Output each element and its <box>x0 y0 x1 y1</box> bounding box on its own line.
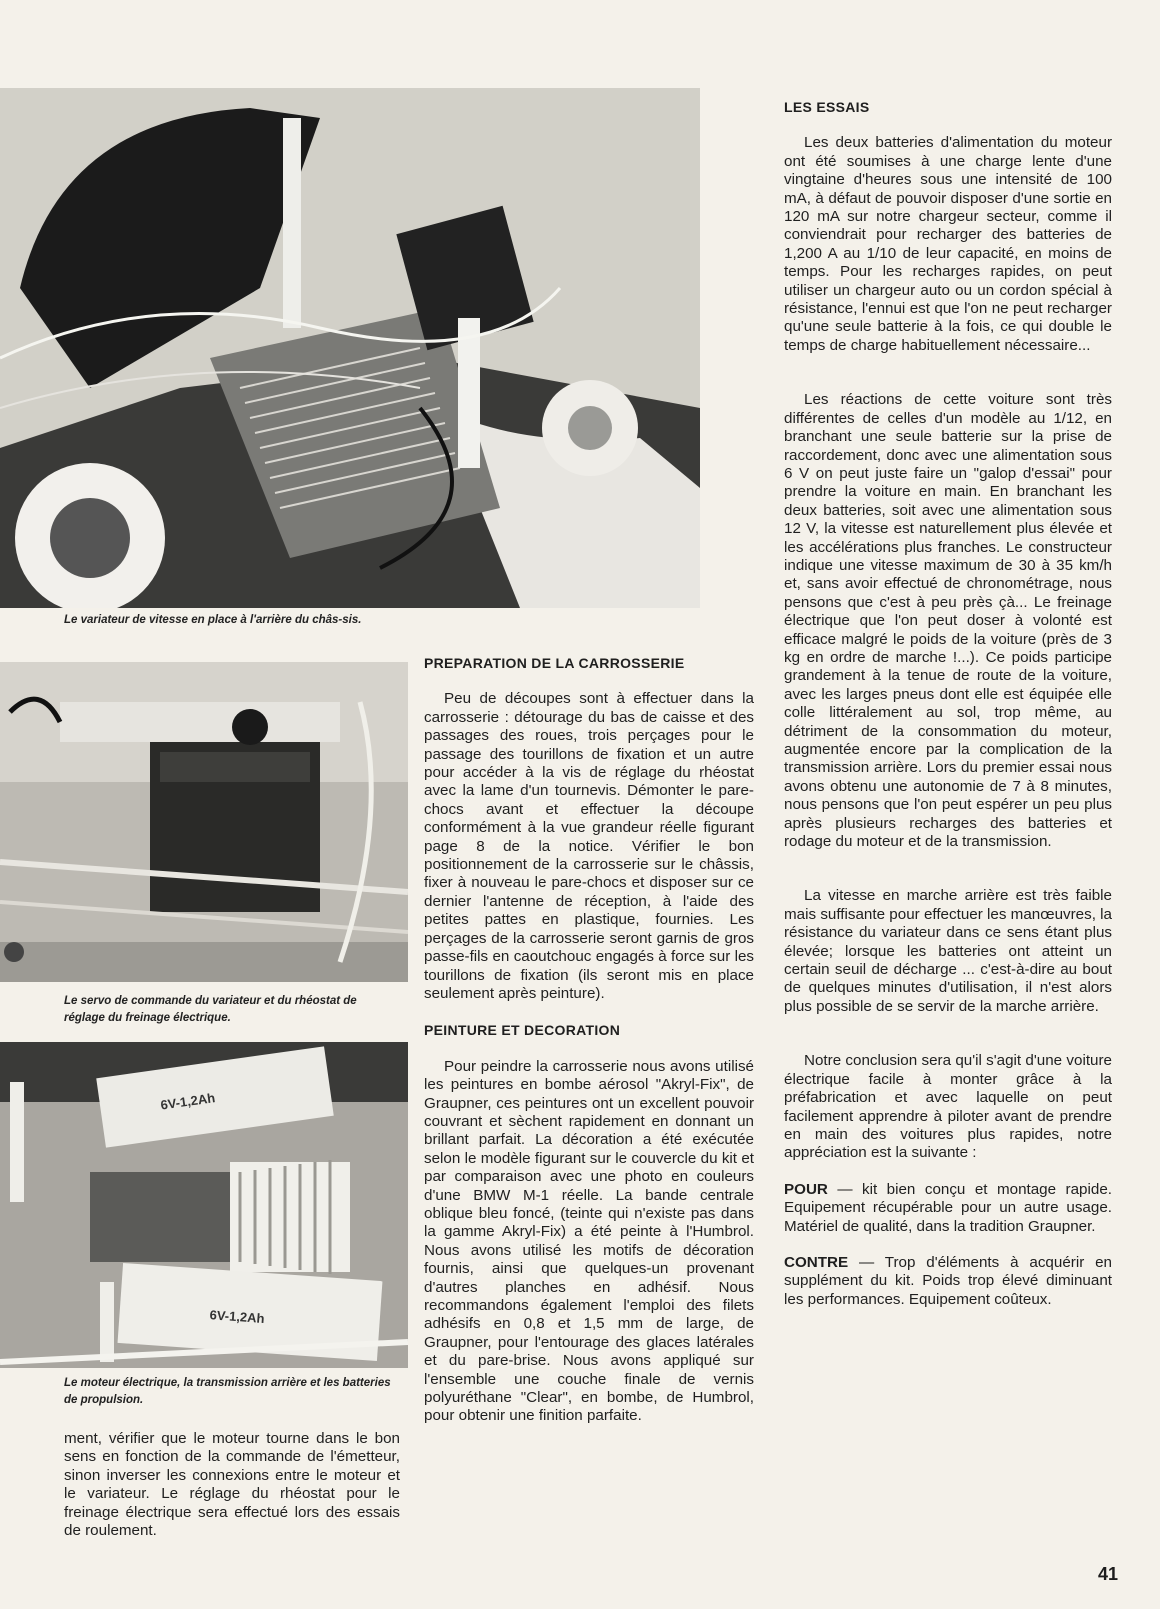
battery-label-top: 6V-1,2Ah <box>159 1090 217 1113</box>
para-essais-1: Les deux batteries d'alimentation du moteur ont été soumises à une charge lente d'une vingtaine d'heures sous une intensité de 100 mA, à défaut de pouvoir disposer d'une sortie en 120 mA sur notre chargeur secteur, comme il conviendrait pour recharger des batteries de 1,200 A au 1/10 de leur capacité, en moins de temps. Pour les recharges rapides, on peut utiliser un chargeur auto ou un cordon spécial à résistance, l'ennui est que l'on ne peut recharger qu'une seule batterie à la fois, ce qui double le temps de charge habituellement nécessaire... <box>784 134 1112 354</box>
photo-speed-controller <box>0 88 700 608</box>
caption-photo3: Le moteur électrique, la transmission arrière et les batteries de propulsion. <box>64 1377 391 1406</box>
para-preparation: Peu de découpes sont à effectuer dans la carrosserie : détourage du bas de caisse et des passages des roues, trois perçages pour le passage des tourillons de fixation et un autre pour accéder à la vis de réglage du rhéostat avec la lame d'un tournevis. Démonter le pare-chocs avant et effectuer la découpe conformément à la vue grandeur réelle figurant page 8 de la notice. Vérifier le bon positionnement de la carrosserie sur le châssis, fixer à nouveau le pare-chocs et disposer sur ce dernier l'antenne de réception, à l'aide des petites pattes en plastique, fournies. Les perçages de la carrosserie seront garnis de gros passe-fils en caoutchouc engagés à force sur les tourillons de fixation (ils seront mis en place seulement après peinture). <box>424 690 754 1002</box>
left-column <box>64 1430 400 1540</box>
pour-label: POUR <box>784 1180 828 1198</box>
para-conclusion: Notre conclusion sera qu'il s'agit d'une voiture électrique facile à monter grâce à la préfabrication et avec laquelle on peut facilement apprendre à piloter avant de prendre en main des voitures plus rapides, notre appréciation est la suivante : <box>784 1052 1112 1162</box>
right-column <box>784 98 1112 1309</box>
para-essais-2: Les réactions de cette voiture sont très différentes de celles d'un modèle au 1/12, en branchant une seule batterie sur la prise de raccordement, donc avec une alimentation sous 6 V on peut juste faire un "galop d'essai" pour prendre la voiture en main. En branchant les deux batteries, soit avec une alimentation sous 12 V, la vitesse est naturellement plus élevée et les accélérations plus franches. Le constructeur indique une vitesse maximum de 30 à 35 km/h et, sans avoir effectué de chronométrage, nous pensons que c'est à peu près çà... Le freinage électrique que l'on peut doser à volonté est efficace malgré le poids de la voiture (près de 3 kg en ordre de marche !...). Ce poids participe grandement à la tenue de route de la voiture, avec les larges pneus dont elle est équipée elle colle littéralement au sol, trop même, au détriment de la consommation du moteur, augmentée encore par la complication de la transmission arrière. Lors du premier essai nous avons obtenu une autonomie de 7 à 8 minutes, nous pensons que l'on peut espérer un peu plus après plusieurs recharges des batteries et rodage du moteur et de la transmission. <box>784 391 1112 851</box>
battery-label-bottom: 6V-1,2Ah <box>209 1307 266 1327</box>
left-continuation: ment, vérifier que le moteur tourne dans le bon sens en fonction de la commande de l'émetteur, sinon inverser les connexions entre le moteur et le variateur. Le réglage du rhéostat pour le freinage électrique sera effectué lors des essais de roulement. <box>64 1430 400 1540</box>
contre-label: CONTRE <box>784 1253 849 1271</box>
contre-paragraph <box>784 1254 1112 1309</box>
caption-photo1: Le variateur de vitesse en place à l'arrière du châs-sis. <box>64 614 362 626</box>
photo-servo <box>0 662 408 982</box>
page-number: 41 <box>1097 1564 1118 1584</box>
contre-text: — Trop d'éléments à acquérir en supplément du kit. Poids trop élevé diminuant les performances. Equipement coûteux. <box>784 1253 1112 1308</box>
servo-image <box>0 662 408 982</box>
heading-essais: LES ESSAIS <box>784 99 870 115</box>
pour-paragraph <box>784 1181 1112 1236</box>
speed-controller-image <box>0 88 700 608</box>
caption-photo2: Le servo de commande du variateur et du rhéostat de réglage du freinage électrique. <box>64 995 357 1024</box>
heading-preparation: PREPARATION DE LA CARROSSERIE <box>424 655 685 671</box>
middle-column <box>424 654 754 1426</box>
para-essais-3: La vitesse en marche arrière est très faible mais suffisante pour effectuer les manœuvres, la résistance du variateur dans ce sens étant plus élevée; lorsque les batteries ont atteint un certain seuil de décharge ... c'est-à-dire au bout de quelques minutes d'utilisation, il n'est alors plus possible de se servir de la marche arrière. <box>784 887 1112 1015</box>
heading-peinture: PEINTURE ET DECORATION <box>424 1022 621 1039</box>
para-peinture: Pour peindre la carrosserie nous avons utilisé les peintures en bombe aérosol "Akryl-Fix", de Graupner, ces peintures ont un excellent pouvoir couvrant et sèchent rapidement en donnant un brillant parfait. La décoration a été exécutée selon le modèle figurant sur le couvercle du kit et par comparaison avec une photo en couleurs d'une BMW M-1 réelle. La bande centrale oblique bleu foncé, (teinte qui n'existe pas dans la gamme Akryl-Fix) a été peinte à l'Humbrol. Nous avons utilisé les motifs de décoration fournis, ainsi que quelques-un provenant d'autres planches en adhésif. Nous recommandons également l'emploi des filets adhésifs en 0,8 et 1,5 mm de large, de Graupner, pour l'entourage des glaces latérales et du pare-brise. Nous avons appliqué sur l'ensemble une couche finale de vernis polyuréthane "Clear", en bombe, de Humbrol, pour obtenir une finition parfaite. <box>424 1057 754 1425</box>
motor-batteries-image <box>0 1042 408 1368</box>
photo-motor-batteries <box>0 1042 408 1368</box>
pour-text: — kit bien conçu et montage rapide. Equipement récupérable pour un autre usage. Matériel de qualité, dans la tradition Graupner. <box>784 1180 1112 1235</box>
